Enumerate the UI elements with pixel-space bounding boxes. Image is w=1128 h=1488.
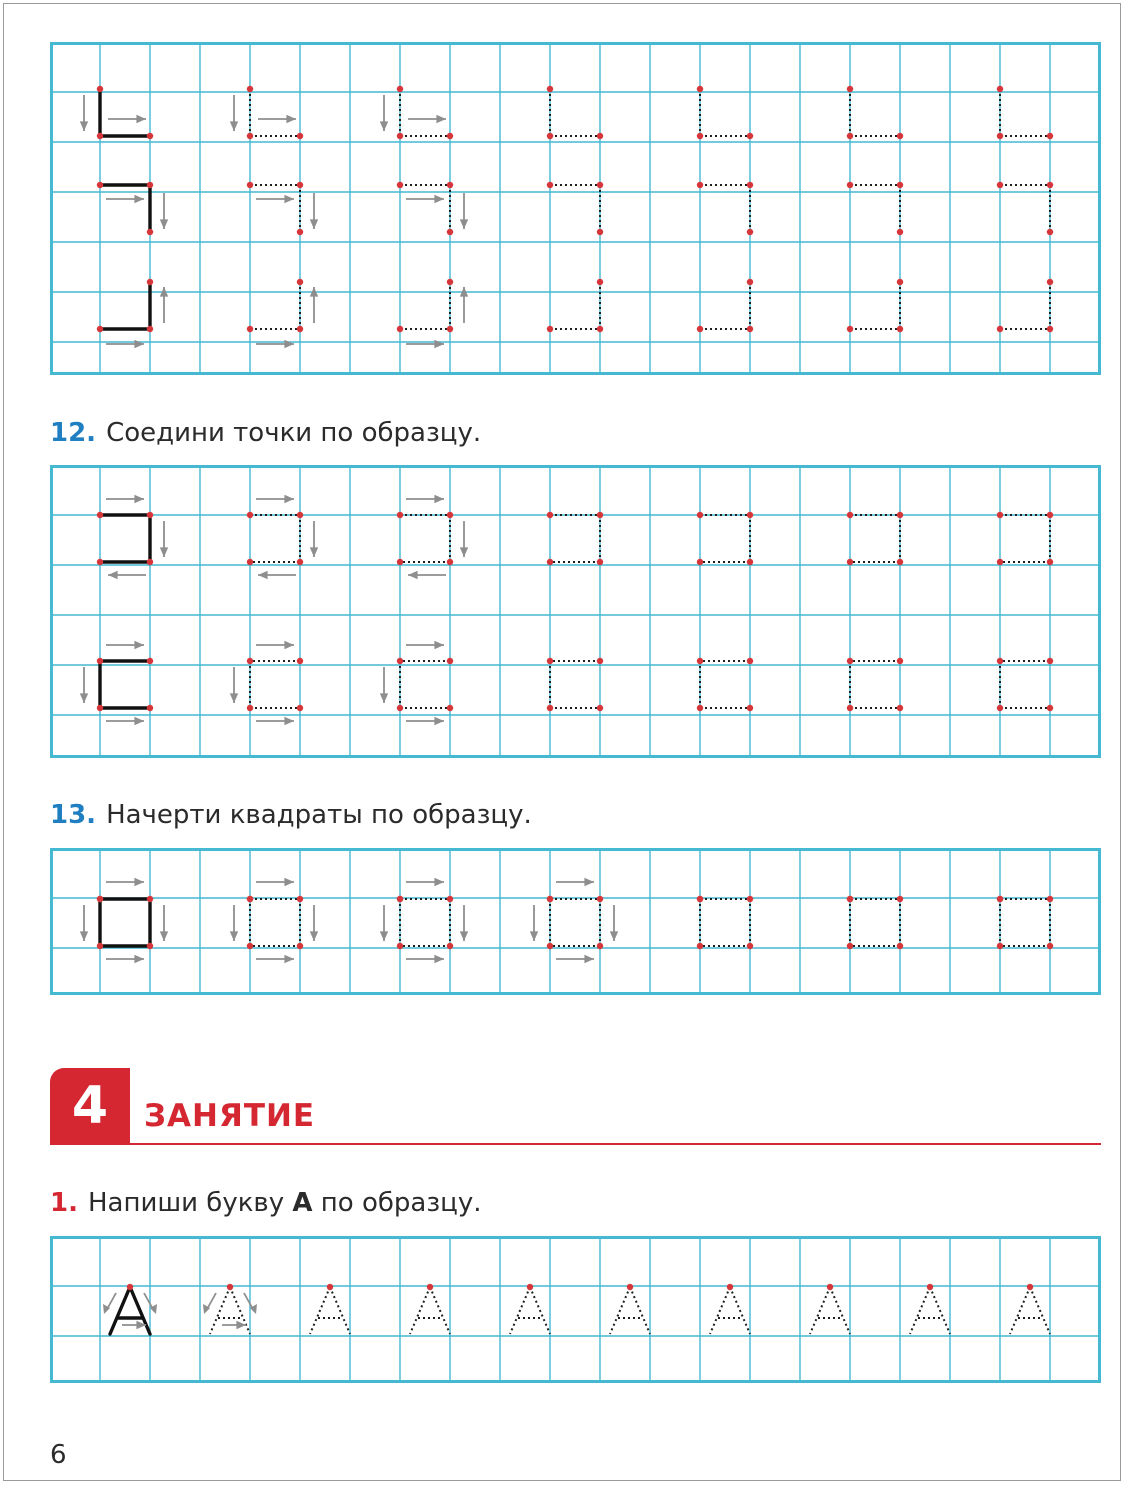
lesson-divider <box>50 1143 1101 1145</box>
guide-dot <box>597 182 603 188</box>
direction-arrow-down-icon <box>230 931 238 941</box>
exercise-1-drawing <box>50 1236 1101 1383</box>
guide-dot <box>247 896 253 902</box>
exercise-11-drawing <box>50 42 1101 375</box>
guide-dot <box>297 182 303 188</box>
guide-dot <box>697 705 703 711</box>
exercise-13-drawing <box>50 848 1101 995</box>
exercise-12-text: Соедини точки по образцу. <box>106 418 482 448</box>
guide-dot <box>997 658 1003 664</box>
guide-dot <box>147 229 153 235</box>
guide-dot <box>547 705 553 711</box>
guide-dot <box>1047 705 1053 711</box>
guide-dot <box>97 896 103 902</box>
guide-dot <box>327 1284 333 1290</box>
guide-dot <box>397 896 403 902</box>
grid-border <box>52 467 1100 757</box>
exercise-1-letter: А <box>292 1188 313 1218</box>
direction-arrow-down-icon <box>310 547 318 557</box>
guide-dot <box>547 943 553 949</box>
guide-dot <box>97 133 103 139</box>
guide-dot <box>147 512 153 518</box>
direction-arrow-down-icon <box>160 931 168 941</box>
guide-dot <box>997 86 1003 92</box>
guide-dot <box>597 705 603 711</box>
direction-arrow-right-icon <box>134 717 144 725</box>
exercise-1-number: 1. <box>50 1188 78 1218</box>
guide-dot <box>447 512 453 518</box>
direction-arrow-right-icon <box>436 115 446 123</box>
guide-dot <box>97 943 103 949</box>
direction-arrow-down-icon <box>230 121 238 131</box>
guide-dot <box>997 182 1003 188</box>
guide-dot <box>97 512 103 518</box>
exercise-1-text-before: Напиши букву <box>87 1188 293 1218</box>
guide-dot <box>97 559 103 565</box>
direction-arrow-down-icon <box>80 121 88 131</box>
guide-dot <box>547 896 553 902</box>
trace-dotted-line <box>610 1287 630 1334</box>
guide-dot <box>147 182 153 188</box>
exercise-13-text: Начерти квадраты по образцу. <box>106 800 532 830</box>
guide-dot <box>597 512 603 518</box>
trace-dotted-line <box>410 1287 430 1334</box>
guide-dot <box>847 896 853 902</box>
guide-dot <box>1047 658 1053 664</box>
trace-dotted-line <box>210 1287 230 1334</box>
guide-dot <box>697 86 703 92</box>
direction-arrow-right-icon <box>434 195 444 203</box>
guide-dot <box>697 512 703 518</box>
guide-dot <box>247 943 253 949</box>
guide-dot <box>747 705 753 711</box>
guide-dot <box>927 1284 933 1290</box>
guide-dot <box>147 705 153 711</box>
guide-dot <box>597 133 603 139</box>
guide-dot <box>897 705 903 711</box>
guide-dot <box>997 943 1003 949</box>
guide-dot <box>847 326 853 332</box>
guide-dot <box>847 658 853 664</box>
direction-arrow-right-icon <box>584 955 594 963</box>
exercise-12-grid <box>50 465 1101 758</box>
direction-arrow-right-icon <box>434 955 444 963</box>
exercise-1-text-after: по образцу. <box>312 1188 482 1218</box>
trace-dotted-line <box>830 1287 850 1334</box>
guide-dot <box>847 512 853 518</box>
direction-arrow-right-icon <box>134 495 144 503</box>
guide-dot <box>147 133 153 139</box>
guide-dot <box>1047 229 1053 235</box>
trace-dotted-line <box>510 1287 530 1334</box>
guide-dot <box>397 658 403 664</box>
direction-arrow-right-icon <box>434 340 444 348</box>
guide-dot <box>247 133 253 139</box>
guide-dot <box>247 182 253 188</box>
direction-arrow-right-icon <box>284 878 294 886</box>
guide-dot <box>697 182 703 188</box>
guide-dot <box>1047 896 1053 902</box>
guide-dot <box>227 1284 233 1290</box>
guide-dot <box>397 559 403 565</box>
exercise-13-title <box>50 800 532 830</box>
guide-dot <box>527 1284 533 1290</box>
guide-dot <box>297 896 303 902</box>
direction-arrow-down-icon <box>460 547 468 557</box>
guide-dot <box>747 559 753 565</box>
guide-dot <box>597 658 603 664</box>
direction-arrow-down-icon <box>80 931 88 941</box>
guide-dot <box>297 326 303 332</box>
guide-dot <box>897 512 903 518</box>
guide-dot <box>547 86 553 92</box>
guide-dot <box>297 658 303 664</box>
guide-dot <box>697 896 703 902</box>
exercise-1-grid <box>50 1236 1101 1383</box>
guide-dot <box>397 705 403 711</box>
guide-dot <box>1047 182 1053 188</box>
direction-arrow-right-icon <box>434 878 444 886</box>
guide-dot <box>447 705 453 711</box>
guide-dot <box>747 896 753 902</box>
guide-dot <box>447 229 453 235</box>
guide-dot <box>297 279 303 285</box>
guide-dot <box>547 182 553 188</box>
direction-arrow-left-icon <box>258 571 268 579</box>
direction-arrow-right-icon <box>134 878 144 886</box>
exercise-12-title <box>50 418 481 448</box>
exercise-1-title <box>50 1188 482 1218</box>
grid-border <box>52 44 1100 374</box>
guide-dot <box>847 182 853 188</box>
guide-dot <box>747 229 753 235</box>
guide-dot <box>697 658 703 664</box>
trace-dotted-line <box>630 1287 650 1334</box>
exercise-13-grid <box>50 848 1101 995</box>
guide-dot <box>97 658 103 664</box>
guide-dot <box>127 1284 133 1290</box>
guide-dot <box>147 943 153 949</box>
direction-arrow-right-icon <box>286 115 296 123</box>
guide-dot <box>1047 512 1053 518</box>
guide-dot <box>597 943 603 949</box>
guide-dot <box>147 658 153 664</box>
guide-dot <box>827 1284 833 1290</box>
direction-arrow-right-icon <box>134 195 144 203</box>
guide-dot <box>897 229 903 235</box>
direction-arrow-right-icon <box>134 955 144 963</box>
guide-dot <box>547 326 553 332</box>
guide-dot <box>847 133 853 139</box>
direction-arrow-right-icon <box>284 717 294 725</box>
guide-dot <box>247 326 253 332</box>
guide-dot <box>627 1284 633 1290</box>
guide-dot <box>397 182 403 188</box>
direction-arrow-down-icon <box>80 693 88 703</box>
direction-arrow-down-icon <box>460 931 468 941</box>
trace-dotted-line <box>810 1287 830 1334</box>
guide-dot <box>247 658 253 664</box>
guide-dot <box>547 133 553 139</box>
guide-dot <box>147 559 153 565</box>
guide-dot <box>1047 943 1053 949</box>
guide-dot <box>597 896 603 902</box>
guide-dot <box>297 943 303 949</box>
exercise-11-grid <box>50 42 1101 375</box>
direction-arrow-down-icon <box>380 121 388 131</box>
guide-dot <box>97 182 103 188</box>
guide-dot <box>447 279 453 285</box>
direction-arrow-down-icon <box>610 931 618 941</box>
guide-dot <box>447 326 453 332</box>
direction-arrow-down-icon <box>160 547 168 557</box>
guide-dot <box>427 1284 433 1290</box>
direction-arrow-right-icon <box>236 1321 246 1329</box>
trace-dotted-line <box>430 1287 450 1334</box>
guide-dot <box>247 705 253 711</box>
guide-dot <box>297 133 303 139</box>
guide-dot <box>147 326 153 332</box>
guide-dot <box>847 943 853 949</box>
guide-dot <box>297 559 303 565</box>
guide-dot <box>397 943 403 949</box>
guide-dot <box>397 133 403 139</box>
direction-arrow-right-icon <box>284 641 294 649</box>
guide-dot <box>397 86 403 92</box>
direction-arrow-left-icon <box>408 571 418 579</box>
guide-dot <box>1047 559 1053 565</box>
guide-dot <box>847 86 853 92</box>
direction-arrow-down-icon <box>310 931 318 941</box>
direction-arrow-down-icon <box>230 693 238 703</box>
direction-arrow-right-icon <box>136 115 146 123</box>
trace-dotted-line <box>1010 1287 1030 1334</box>
guide-dot <box>147 279 153 285</box>
guide-dot <box>297 229 303 235</box>
guide-dot <box>447 658 453 664</box>
guide-dot <box>1027 1284 1033 1290</box>
guide-dot <box>747 943 753 949</box>
guide-dot <box>547 512 553 518</box>
guide-dot <box>747 512 753 518</box>
guide-dot <box>847 705 853 711</box>
direction-arrow-left-icon <box>108 571 118 579</box>
guide-dot <box>897 943 903 949</box>
guide-dot <box>97 705 103 711</box>
guide-dot <box>247 512 253 518</box>
direction-arrow-right-icon <box>134 641 144 649</box>
guide-dot <box>1047 326 1053 332</box>
guide-dot <box>97 86 103 92</box>
guide-dot <box>697 559 703 565</box>
grid-border <box>52 850 1100 994</box>
guide-dot <box>997 559 1003 565</box>
guide-dot <box>247 559 253 565</box>
sample-stroke <box>110 1287 130 1334</box>
grid-border <box>52 1238 1100 1382</box>
guide-dot <box>697 133 703 139</box>
guide-dot <box>1047 279 1053 285</box>
guide-dot <box>297 705 303 711</box>
exercise-12-number: 12. <box>50 418 97 448</box>
exercise-12-drawing <box>50 465 1101 758</box>
guide-dot <box>997 705 1003 711</box>
direction-arrow-right-icon <box>284 340 294 348</box>
direction-arrow-right-icon <box>134 340 144 348</box>
guide-dot <box>747 279 753 285</box>
guide-dot <box>597 229 603 235</box>
guide-dot <box>547 658 553 664</box>
guide-dot <box>997 133 1003 139</box>
exercise-13-number: 13. <box>50 800 97 830</box>
direction-arrow-right-icon <box>434 717 444 725</box>
trace-dotted-line <box>910 1287 930 1334</box>
direction-arrow-right-icon <box>434 495 444 503</box>
guide-dot <box>697 326 703 332</box>
guide-dot <box>847 559 853 565</box>
lesson-title: ЗАНЯТИЕ <box>144 1098 316 1134</box>
lesson-number-badge: 4 <box>50 1068 130 1144</box>
trace-dotted-line <box>310 1287 330 1334</box>
guide-dot <box>727 1284 733 1290</box>
guide-dot <box>697 943 703 949</box>
guide-dot <box>997 326 1003 332</box>
trace-dotted-line <box>710 1287 730 1334</box>
direction-arrow-down-icon <box>160 219 168 229</box>
guide-dot <box>397 326 403 332</box>
guide-dot <box>97 326 103 332</box>
guide-dot <box>597 559 603 565</box>
guide-dot <box>597 326 603 332</box>
direction-arrow-right-icon <box>284 955 294 963</box>
guide-dot <box>397 512 403 518</box>
guide-dot <box>747 182 753 188</box>
guide-dot <box>447 559 453 565</box>
direction-arrow-right-icon <box>584 878 594 886</box>
trace-dotted-line <box>930 1287 950 1334</box>
guide-dot <box>447 182 453 188</box>
guide-dot <box>597 279 603 285</box>
guide-dot <box>447 896 453 902</box>
direction-arrow-right-icon <box>284 495 294 503</box>
guide-dot <box>897 326 903 332</box>
guide-dot <box>247 86 253 92</box>
guide-dot <box>747 326 753 332</box>
guide-dot <box>447 943 453 949</box>
guide-dot <box>897 182 903 188</box>
guide-dot <box>897 133 903 139</box>
guide-dot <box>897 658 903 664</box>
guide-dot <box>547 559 553 565</box>
guide-dot <box>897 279 903 285</box>
guide-dot <box>997 512 1003 518</box>
guide-dot <box>1047 133 1053 139</box>
trace-dotted-line <box>530 1287 550 1334</box>
guide-dot <box>747 658 753 664</box>
direction-arrow-down-icon <box>380 693 388 703</box>
guide-dot <box>897 896 903 902</box>
direction-arrow-down-icon <box>380 931 388 941</box>
direction-arrow-right-icon <box>284 195 294 203</box>
guide-dot <box>747 133 753 139</box>
trace-dotted-line <box>1030 1287 1050 1334</box>
guide-dot <box>447 133 453 139</box>
trace-dotted-line <box>330 1287 350 1334</box>
direction-arrow-down-icon <box>460 219 468 229</box>
direction-arrow-down-icon <box>530 931 538 941</box>
guide-dot <box>997 896 1003 902</box>
guide-dot <box>297 512 303 518</box>
direction-arrow-right-icon <box>434 641 444 649</box>
trace-dotted-line <box>730 1287 750 1334</box>
guide-dot <box>147 896 153 902</box>
page-number: 6 <box>50 1440 67 1470</box>
direction-arrow-down-icon <box>310 219 318 229</box>
guide-dot <box>897 559 903 565</box>
